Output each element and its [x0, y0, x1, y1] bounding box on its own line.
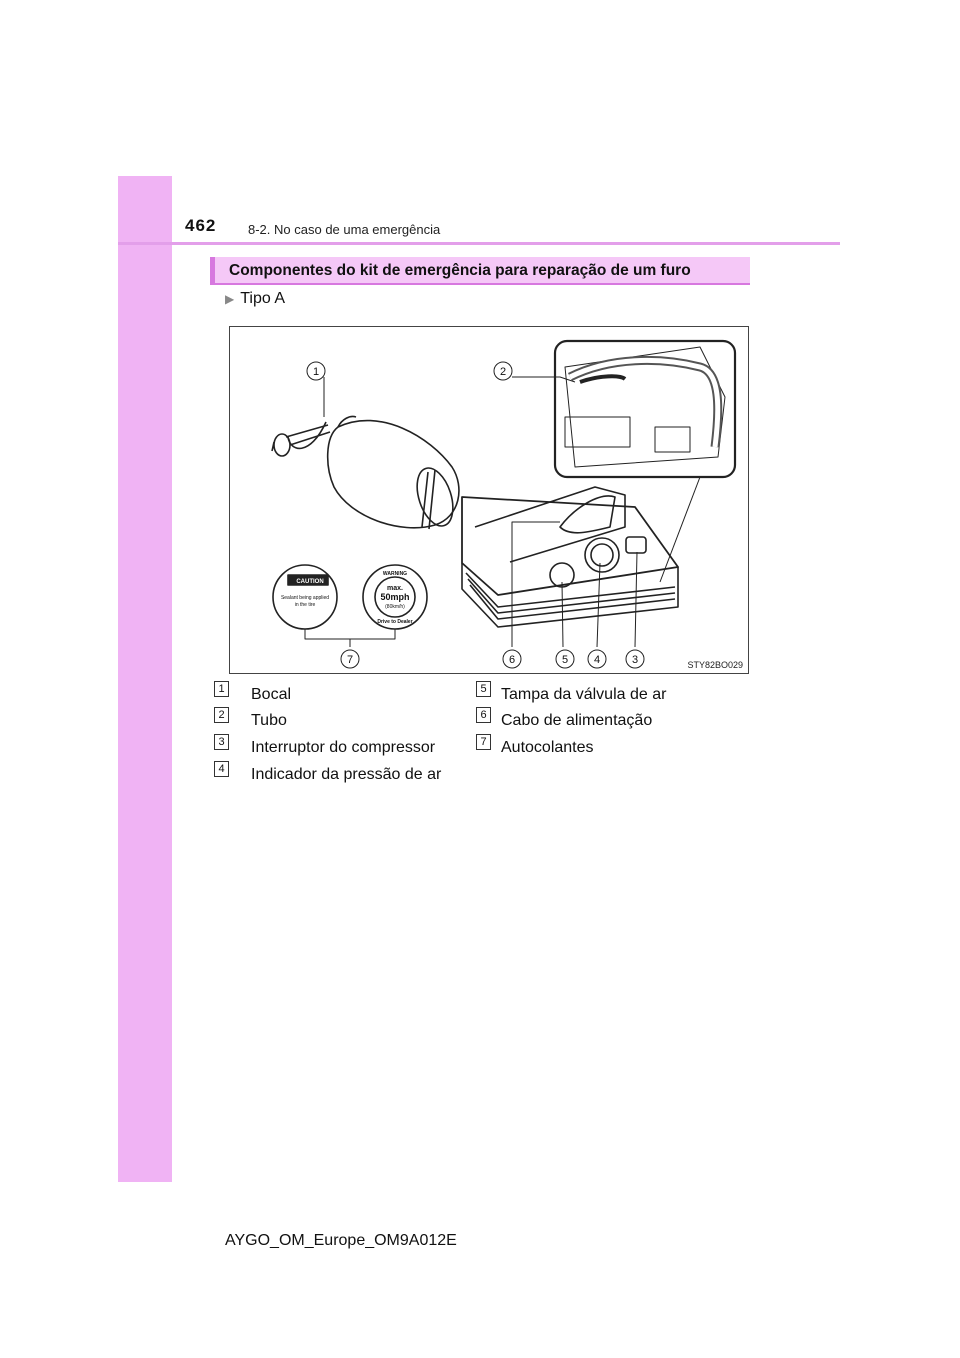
- kit-drawing: [230, 327, 748, 673]
- legend-label: Autocolantes: [501, 739, 594, 756]
- legend-item-1: [214, 683, 292, 704]
- compressor: [462, 487, 678, 627]
- warning-bottom: Drive to Dealer: [377, 619, 413, 625]
- document-footer: AYGO_OM_Europe_OM9A012E: [225, 1232, 457, 1249]
- warning-speed: 50mph: [380, 592, 410, 602]
- caution-text-2: in the tire: [294, 602, 316, 608]
- callout-1-text: 1: [312, 366, 320, 378]
- callout-6-text: 6: [508, 654, 516, 666]
- warning-label: WARNING: [382, 571, 408, 577]
- legend-number: 4: [214, 761, 229, 777]
- legend-item-4: [214, 763, 442, 784]
- legend-label: Cabo de alimentação: [501, 712, 653, 729]
- type-line: [225, 290, 285, 308]
- zoom-inset: [555, 341, 735, 477]
- legend-label: Tampa da válvula de ar: [501, 686, 667, 703]
- caution-label: CAUTION: [296, 579, 324, 585]
- warning-kmh: (80km/h): [385, 604, 405, 610]
- page-number: 462: [185, 216, 217, 235]
- legend-number: 5: [476, 681, 491, 697]
- legend-number: 1: [214, 681, 229, 697]
- legend-item-2: [214, 709, 287, 730]
- sidebar-tab: [118, 176, 172, 1182]
- heading-text: Componentes do kit de emergência para reparação de um furo: [229, 262, 691, 279]
- kit-illustration: [229, 326, 749, 674]
- legend-label: Tubo: [251, 712, 287, 729]
- figure-code: STY82BO029: [687, 660, 743, 670]
- heading-banner: [210, 257, 750, 285]
- callout-4-text: 4: [593, 654, 601, 666]
- warning-max: max.: [387, 585, 403, 592]
- legend-number: 2: [214, 707, 229, 723]
- triangle-bullet-icon: ▶: [225, 292, 235, 306]
- legend-label: Interruptor do compressor: [251, 739, 436, 756]
- callout-2-text: 2: [499, 366, 507, 378]
- legend-number: 7: [476, 734, 491, 750]
- legend-number: 3: [214, 734, 229, 750]
- legend-item-6: [476, 709, 653, 730]
- callout-3-text: 3: [631, 654, 639, 666]
- caution-text-1: Sealant being applied: [280, 595, 330, 601]
- legend-item-3: [214, 736, 436, 757]
- callout-7-text: 7: [346, 654, 354, 666]
- legend-item-5: [476, 683, 667, 704]
- callout-5-text: 5: [561, 654, 569, 666]
- legend-label: Bocal: [251, 686, 292, 703]
- header-divider: [118, 242, 840, 245]
- type-label: Tipo A: [240, 290, 285, 307]
- legend-number: 6: [476, 707, 491, 723]
- section-title: 8-2. No caso de uma emergência: [248, 222, 441, 237]
- sealant-bottle: [272, 416, 459, 530]
- legend-item-7: [476, 736, 594, 757]
- legend-label: Indicador da pressão de ar: [251, 766, 442, 783]
